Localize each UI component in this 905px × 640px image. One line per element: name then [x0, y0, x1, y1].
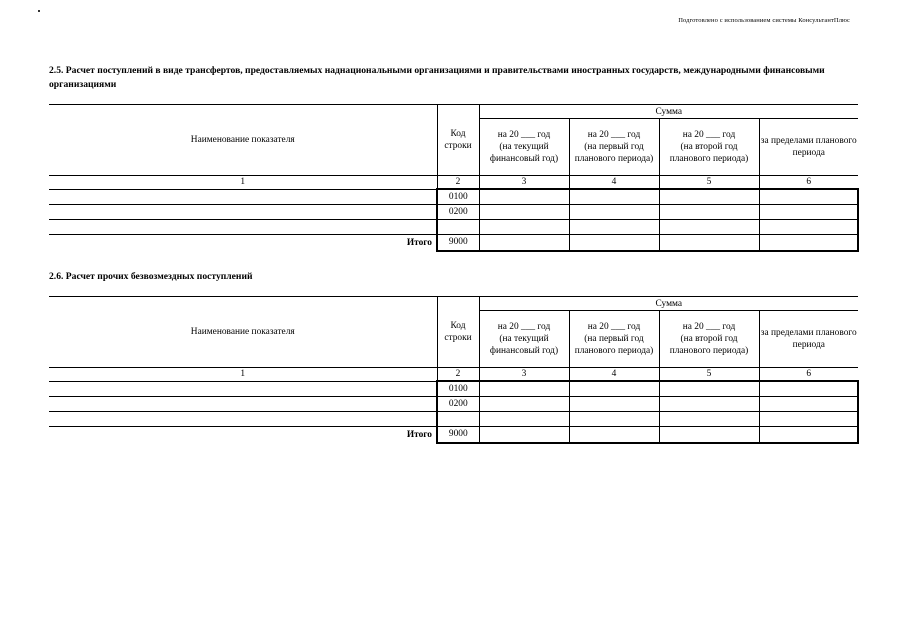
row-name-cell[interactable]	[49, 189, 437, 204]
total-row	[49, 426, 858, 443]
value-cell[interactable]	[659, 189, 759, 204]
col-number-5: 5	[659, 176, 759, 190]
period-2-line2: (на первый год планового периода)	[574, 142, 654, 164]
table-row	[49, 396, 858, 411]
period-1-line1: на 20 ___ год	[497, 322, 551, 332]
row-code-cell: 0100	[437, 381, 479, 396]
col-header-name: Наименование показателя	[49, 297, 437, 368]
total-label: Итого	[49, 426, 437, 443]
col-header-period-3	[659, 311, 759, 368]
row-name-cell[interactable]	[49, 381, 437, 396]
col-header-period-4	[759, 119, 858, 176]
period-3-line2: (на второй год планового периода)	[669, 142, 749, 164]
period-3-line2: (на второй год планового периода)	[669, 334, 749, 356]
col-number-3: 3	[479, 176, 569, 190]
value-cell[interactable]	[659, 219, 759, 234]
value-cell[interactable]	[759, 204, 858, 219]
col-number-1: 1	[49, 368, 437, 382]
col-header-code-text: Код строки	[444, 129, 472, 151]
calc-table	[49, 296, 859, 444]
value-cell[interactable]	[569, 219, 659, 234]
col-header-code	[437, 105, 479, 176]
col-header-period-3	[659, 119, 759, 176]
value-cell[interactable]	[569, 204, 659, 219]
row-name-cell[interactable]	[49, 396, 437, 411]
table-2-5	[49, 104, 858, 252]
col-header-period-4	[759, 311, 858, 368]
value-cell[interactable]	[479, 396, 569, 411]
total-value-cell[interactable]	[479, 426, 569, 443]
total-value-cell[interactable]	[759, 426, 858, 443]
total-code-cell: 9000	[437, 426, 479, 443]
value-cell[interactable]	[479, 381, 569, 396]
period-4-line2: за пределами планового периода	[760, 136, 857, 158]
total-code-cell: 9000	[437, 234, 479, 251]
table-row	[49, 411, 858, 426]
total-value-cell[interactable]	[569, 234, 659, 251]
total-value-cell[interactable]	[659, 234, 759, 251]
col-number-3: 3	[479, 368, 569, 382]
row-code-cell: 0200	[437, 396, 479, 411]
value-cell[interactable]	[659, 204, 759, 219]
table-2-6	[49, 296, 858, 444]
value-cell[interactable]	[569, 189, 659, 204]
header-note: Подготовлено с использованием системы КонсультантПлюс	[678, 17, 850, 24]
value-cell[interactable]	[659, 411, 759, 426]
table-row	[49, 204, 858, 219]
value-cell[interactable]	[479, 219, 569, 234]
col-number-6: 6	[759, 176, 858, 190]
row-name-cell[interactable]	[49, 204, 437, 219]
period-4-line2: за пределами планового периода	[760, 328, 857, 350]
row-code-cell	[437, 219, 479, 234]
value-cell[interactable]	[479, 204, 569, 219]
section-title-2-6: 2.6. Расчет прочих безвозмездных поступлений	[49, 271, 253, 282]
value-cell[interactable]	[479, 189, 569, 204]
period-3-line1: на 20 ___ год	[682, 322, 736, 332]
period-1-line2: (на текущий финансовый год)	[489, 142, 559, 164]
col-header-code-text: Код строки	[444, 321, 472, 343]
row-name-cell[interactable]	[49, 411, 437, 426]
total-value-cell[interactable]	[659, 426, 759, 443]
total-row	[49, 234, 858, 251]
value-cell[interactable]	[759, 411, 858, 426]
value-cell[interactable]	[659, 396, 759, 411]
period-1-line1: на 20 ___ год	[497, 130, 551, 140]
table-row	[49, 381, 858, 396]
col-header-period-2	[569, 311, 659, 368]
table-row	[49, 189, 858, 204]
value-cell[interactable]	[479, 411, 569, 426]
col-number-1: 1	[49, 176, 437, 190]
col-header-period-2	[569, 119, 659, 176]
total-value-cell[interactable]	[759, 234, 858, 251]
col-header-sum: Сумма	[479, 105, 858, 119]
row-code-cell	[437, 411, 479, 426]
total-value-cell[interactable]	[569, 426, 659, 443]
period-2-line1: на 20 ___ год	[587, 130, 641, 140]
col-header-name: Наименование показателя	[49, 105, 437, 176]
section-title-2-5: 2.5. Расчет поступлений в виде трансфертов, предоставляемых наднациональными организациями и правительствами иностранных государств, международными финансовыми организациями	[49, 65, 825, 90]
col-number-4: 4	[569, 368, 659, 382]
period-1-line2: (на текущий финансовый год)	[489, 334, 559, 356]
value-cell[interactable]	[759, 219, 858, 234]
col-header-code	[437, 297, 479, 368]
calc-table	[49, 104, 859, 252]
value-cell[interactable]	[759, 381, 858, 396]
value-cell[interactable]	[569, 381, 659, 396]
table-row	[49, 219, 858, 234]
period-3-line1: на 20 ___ год	[682, 130, 736, 140]
total-value-cell[interactable]	[479, 234, 569, 251]
value-cell[interactable]	[659, 381, 759, 396]
scan-dot	[38, 10, 40, 12]
row-code-cell: 0200	[437, 204, 479, 219]
col-number-4: 4	[569, 176, 659, 190]
col-header-period-1	[479, 119, 569, 176]
col-number-6: 6	[759, 368, 858, 382]
period-2-line2: (на первый год планового периода)	[574, 334, 654, 356]
value-cell[interactable]	[759, 396, 858, 411]
row-code-cell: 0100	[437, 189, 479, 204]
period-2-line1: на 20 ___ год	[587, 322, 641, 332]
col-header-sum: Сумма	[479, 297, 858, 311]
value-cell[interactable]	[569, 411, 659, 426]
row-name-cell[interactable]	[49, 219, 437, 234]
total-label: Итого	[49, 234, 437, 251]
value-cell[interactable]	[759, 189, 858, 204]
col-header-period-1	[479, 311, 569, 368]
col-number-2: 2	[437, 176, 479, 190]
col-number-5: 5	[659, 368, 759, 382]
value-cell[interactable]	[569, 396, 659, 411]
col-number-2: 2	[437, 368, 479, 382]
